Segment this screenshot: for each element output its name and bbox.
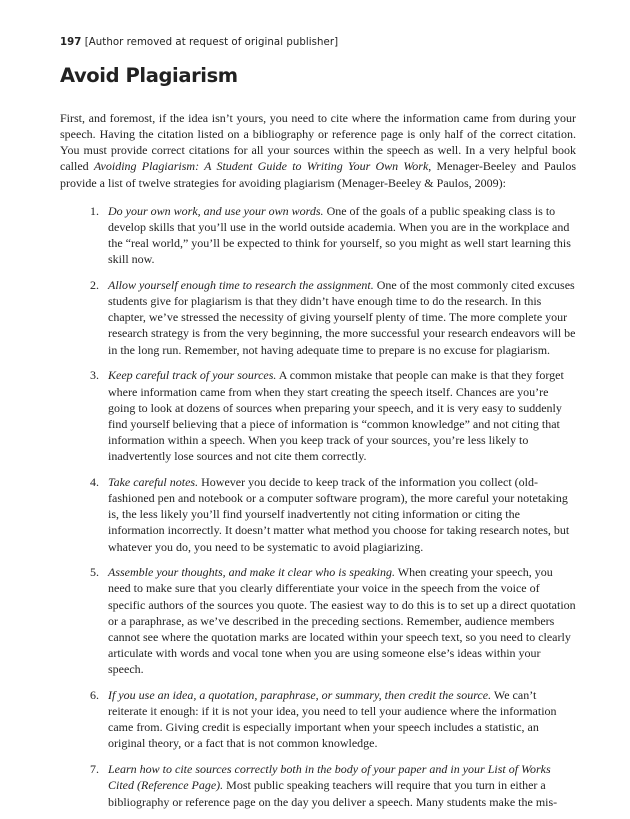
intro-text-after: , Menager-Beeley and Paulos provide a list of twelve strategies for avoiding plagiarism (Menager-Beeley & Paulos, 2009):	[60, 159, 576, 190]
document-page	[60, 36, 576, 819]
intro-paragraph	[60, 110, 576, 191]
strategy-text: One of the most commonly cited excuses students give for plagiarism is that they didn’t have enough time to do the research. In this chapter, we’ve stressed the necessity of giving yourself plenty of time. The more complete your research strategy is from the very beginning, the more successful your research endeavors will be in the long run. Remember, not having adequate time to prepare is no excuse for plagiarism.	[108, 278, 576, 357]
strategy-text: We can’t reiterate it enough: if it is not your idea, you need to tell your audience where the information came from. Giving credit is especially important when your speech includes a statistic, an original theory, or a fact that is not common knowledge.	[108, 687, 557, 751]
strategy-item	[90, 761, 576, 809]
strategy-item	[90, 203, 576, 268]
book-title: Avoiding Plagiarism: A Student Guide to Writing Your Own Work	[93, 159, 429, 174]
strategy-text: However you decide to keep track of the information you collect (oldfashioned pen and notebook or a computer software program), the more careful your notetaking is, the less likely you’ll find yourself inadvertently not citing information or citing the information incorrectly. It doesn’t matter what method you choose for taking research notes, but whatever you do, you need to be systematic to avoid plagiarizing.	[108, 474, 570, 554]
intro-text-before: First, and foremost, if the idea isn’t yours, you need to cite where the information came from during your speech. Having the citation listed on a bibliography or reference page is only half of the correct citation. You must provide correct citations for all your sources within the speech as well. In a very helpful book called	[60, 111, 576, 174]
strategy-number: 4.	[90, 474, 99, 489]
strategy-number: 3.	[90, 368, 99, 383]
strategy-number: 7.	[90, 762, 99, 777]
strategy-heading: Take careful notes.	[108, 474, 199, 489]
strategy-number: 5.	[90, 565, 99, 580]
strategy-list	[60, 203, 576, 810]
strategy-heading: Assemble your thoughts, and make it clear who is speaking.	[108, 565, 395, 580]
strategy-item	[90, 564, 576, 677]
strategy-item	[90, 367, 576, 464]
strategy-number: 6.	[90, 687, 99, 702]
strategy-item	[90, 277, 576, 358]
strategy-heading: Allow yourself enough time to research the assignment.	[108, 278, 374, 292]
strategy-item	[90, 474, 576, 555]
strategy-heading: Do your own work, and use your own words.	[108, 203, 324, 218]
strategy-text: One of the goals of a public speaking class is to develop skills that you’ll use in the world outside academia. When you are in the workplace and the “real world,” you’ll be expected to think for yourself, so you might as well start learning this skill now.	[108, 203, 571, 267]
strategy-item	[90, 687, 576, 752]
strategy-heading: If you use an idea, a quotation, paraphrase, or summary, then credit the source.	[108, 687, 492, 702]
strategy-heading: Keep careful track of your sources.	[108, 368, 277, 383]
strategy-number: 1.	[90, 203, 99, 218]
running-header	[60, 36, 576, 50]
section-title: Avoid Plagiarism	[60, 64, 238, 87]
header-attribution: [Author removed at request of original publisher]	[84, 37, 339, 48]
strategy-number: 2.	[90, 278, 99, 292]
strategy-text: A common mistake that people can make is that they forget where information came from when they start creating the speech itself. Chances are you’re going to look at dozens of sources when preparing your speech, and it is very easy to suddenly find yourself believing that a piece of information is “common knowledge” and not citing that information within a speech. When you keep track of your sources, you’re less likely to inadvertently lose sources and not cite them correctly.	[108, 368, 564, 464]
strategy-text: When creating your speech, you need to make sure that you clearly differentiate your voice in the speech from the voice of specific authors of the sources you quote. The easiest way to do this is to set up a direct quotation or a paraphrase, as we’ve described in the preceding sections. Remember, audience members cannot see where the quotation marks are located within your speech text, so you need to clearly articulate with words and vocal tone when you are using someone else’s ideas within your speech.	[108, 565, 576, 677]
page-number: 197	[60, 37, 82, 48]
strategy-text: Most public speaking teachers will require that you turn in either a bibliography or reference page on the day you deliver a speech. Many students make the mis-	[108, 778, 558, 809]
strategy-heading: Learn how to cite sources correctly both in the body of your paper and in your List of Works Cited (Reference Page).	[108, 762, 551, 793]
